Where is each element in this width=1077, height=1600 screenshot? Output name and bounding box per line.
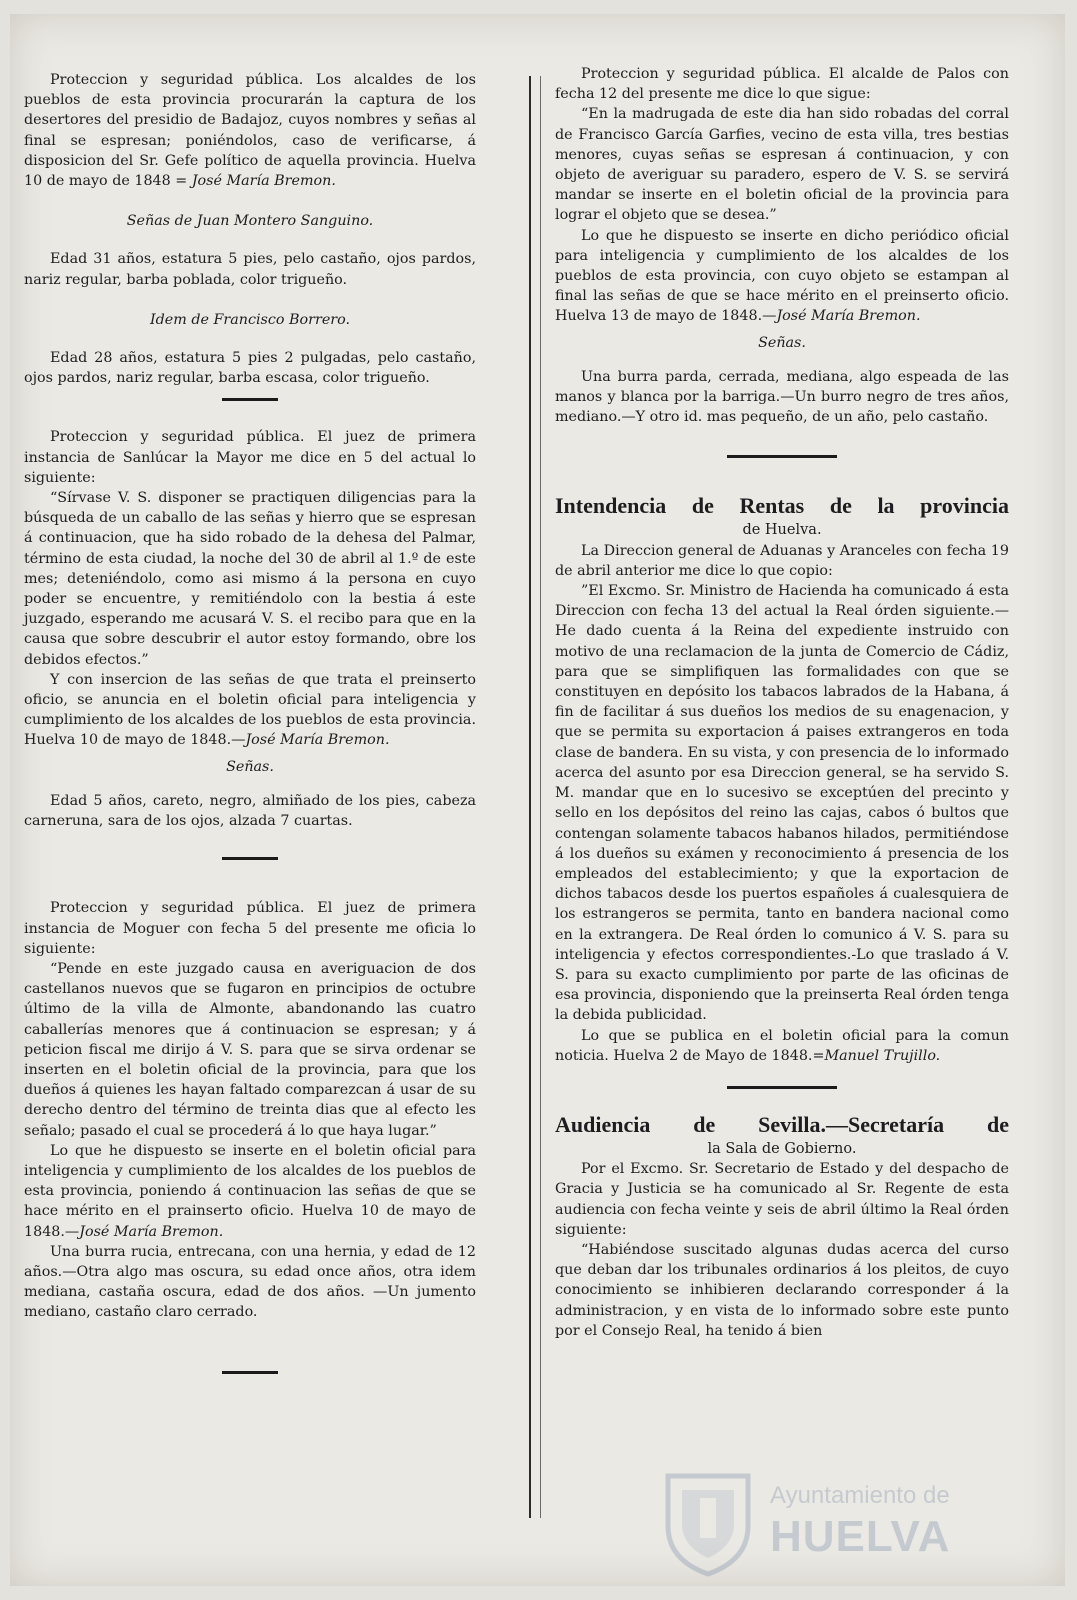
watermark-line1: Ayuntamiento de bbox=[770, 1482, 950, 1509]
right-column bbox=[555, 64, 1009, 1341]
separator-rule bbox=[727, 1086, 837, 1089]
section-title-audiencia: Audiencia de Sevilla.—Secretaría de bbox=[555, 1111, 1009, 1137]
notice-publicacion: Lo que se publica en el boletin oficial para la comun noticia. Huelva 2 de Mayo de 1848.=Manuel Trujillo. bbox=[555, 1027, 1009, 1064]
quote-palos: “En la madrugada de este dia han sido robadas del corral de Francisco García Garfies, vecino de esta villa, tres bestias menores, cuyas señas se espresan á continuacion, y con objeto de averiguar su paradero, espero de V. S. se servirá mandar se inserte en el boletin oficial de la provincia para lograr el objeto que se desea.” bbox=[555, 106, 1009, 224]
section-subtitle-intendencia: de Huelva. bbox=[742, 522, 822, 539]
heading-senas-caballo: Señas. bbox=[226, 758, 274, 775]
description-borrero: Edad 28 años, estatura 5 pies 2 pulgadas, pelo castaño, ojos pardos, nariz regular, barba escasa, color trigueño. bbox=[24, 350, 476, 387]
quote-sanlucar: “Sírvase V. S. disponer se practiquen diligencias para la búsqueda de un caballo de las señas y hierro que se espresan á continuacion, que ha sido robado de la dehesa del Palmar, término de esta ciudad, la noche del 30 de abril al 1.º de este mes; deteniéndolo, como asi mismo á la persona en cuyo poder se encuentre, y remitiéndolo con la bestia á este juzgado, esperando me acusará V. S. el recibo para que en la causa que sobre descubrir el autor estoy formando, obre los debidos efectos.” bbox=[24, 490, 476, 668]
quote-moguer: “Pende en este juzgado causa en averiguacion de dos castellanos nuevos que se fugaron en principios de octubre último de la villa de Almonte, abandonando las cuatro caballerías menores que á continuacion se espresan; y á peticion fiscal me dirijo á V. S. para que se sirva ordenar se inserten en el boletin oficial de la provincia, para que los dueños á quienes les hayan faltado comparezcan á usar de su derecho dentro del término de treinta dias que al efecto les señalo; pasado el cual se procederá á lo que haya lugar.” bbox=[24, 960, 476, 1139]
heading-senas-montero: Señas de Juan Montero Sanguino. bbox=[126, 213, 374, 230]
notice-sanlucar: Proteccion y seguridad pública. El juez de primera instancia de Sanlúcar la Mayor me dice en 5 del actual lo siguiente: bbox=[24, 429, 476, 486]
section-subtitle-audiencia: la Sala de Gobierno. bbox=[707, 1140, 857, 1157]
column-divider bbox=[529, 76, 531, 1518]
notice-aduanas: La Direccion general de Aduanas y Aranceles con fecha 19 de abril anterior me dice lo que copio: bbox=[555, 542, 1009, 579]
notice-gracia-justicia: Por el Excmo. Sr. Secretario de Estado y del despacho de Gracia y Justicia se ha comunicado al Sr. Regente de esta audiencia con fecha veinte y seis de abril último la Real órden siguiente: bbox=[555, 1161, 1009, 1238]
description-caballo: Edad 5 años, careto, negro, almiñado de los pies, cabeza carneruna, sara de los ojos, alzada 7 cuartas. bbox=[24, 792, 476, 830]
heading-borrero: Idem de Francisco Borrero. bbox=[149, 311, 351, 328]
separator-rule bbox=[222, 857, 278, 860]
notice-palos: Proteccion y seguridad pública. El alcalde de Palos con fecha 12 del presente me dice lo que sigue: bbox=[555, 66, 1009, 103]
notice-sanlucar-insertion: Y con insercion de las señas de que trata el preinserto oficio, se anuncia en el boletin oficial para inteligencia y cumplimiento de los alcaldes de los pueblos de esta provincia. Huelva 10 de mayo de 1848.—José María Bremon. bbox=[24, 671, 476, 749]
description-montero: Edad 31 años, estatura 5 pies, pelo castaño, ojos pardos, nariz regular, barba poblada, color trigueño. bbox=[24, 251, 476, 288]
separator-rule bbox=[727, 455, 837, 458]
notice-desertores: Proteccion y seguridad pública. Los alcaldes de los pueblos de esta provincia procurarán la captura de los desertores del presidio de Badajoz, cuyos nombres y señas al final se espresan; poniéndolos, caso de verificarse, á disposicion del Sr. Gefe político de aquella provincia. Huelva 10 de mayo de 1848 = José María Bremon. bbox=[24, 72, 476, 190]
watermark-line2: HUELVA bbox=[770, 1512, 951, 1561]
separator-rule bbox=[222, 398, 278, 401]
notice-moguer: Proteccion y seguridad pública. El juez de primera instancia de Moguer con fecha 5 del presente me oficia lo siguiente: bbox=[24, 900, 476, 957]
left-column bbox=[24, 70, 476, 1374]
notice-moguer-insertion: Lo que he dispuesto se inserte en el boletin oficial para inteligencia y cumplimiento de los alcaldes de los pueblos de esta provincia, poniendo á continuacion las señas de que se hace mérito en el prainserto oficio. Huelva 10 de mayo de 1848.—José María Bremon. bbox=[24, 1142, 476, 1240]
quote-real-orden-pleitos: “Habiéndose suscitado algunas dudas acerca del curso que deban dar los tribunales ordinarios á los pleitos, de cuyo conocimiento se inhibieren declarando corresponder á la administracion, y en vista de lo informado sobre este punto por el Consejo Real, ha tenido á bien bbox=[555, 1241, 1009, 1339]
heading-senas-burros: Señas. bbox=[758, 334, 806, 351]
description-burros: Una burra parda, cerrada, mediana, algo espeada de las manos y blanca por la barriga.—Un burro negro de tres años, mediano.—Y otro id. mas pequeño, de un año, pelo castaño. bbox=[555, 368, 1009, 426]
ayuntamiento-huelva-watermark bbox=[660, 1468, 990, 1578]
notice-palos-insertion: Lo que he dispuesto se inserte en dicho periódico oficial para inteligencia y cumplimiento de los alcaldes de los pueblos de esta provincia, con cuyo objeto se estampan al final las señas de que se hace mérito en el preinserto oficio. Huelva 13 de mayo de 1848.—José María Bremon. bbox=[555, 227, 1009, 325]
separator-rule bbox=[222, 1371, 278, 1374]
section-title-intendencia: Intendencia de Rentas de la provincia bbox=[555, 493, 1009, 519]
real-orden-tabacos: ”El Excmo. Sr. Ministro de Hacienda ha comunicado á esta Direccion con fecha 13 del actual la Real órden siguiente.—He dado cuenta á la Reina del expediente instruido con motivo de una reclamacion de la junta de Comercio de Cádiz, para que se simplifiquen las formalidades con que se constituyen en depósito los tabacos labrados de la Habana, á fin de facilitar á sus dueños los medios de su enagenacion, y que se permita su exportacion á paises extrangeros en toda clase de bandera. En su vista, y con presencia de lo informado acerca del asunto por esa Direccion general, se ha servido S. M. mandar que en lo sucesivo se exceptúen del precinto y sello en los depósitos del reino las cajas, cabos ó bultos que contengan solamente tabacos habanos hilados, permitiéndose á los dueños su exámen y reconocimiento á presencia de los empleados del establecimiento; y que la exportacion de dichos tabacos desde los puertos españoles á cualesquiera de los estrangeros se permita, tanto en bandera nacional como en la extrangera. De Real órden lo comunico á V. S. para su inteligencia y efectos correspondientes.-Lo que traslado á V. S. para su exacto cumplimiento por parte de las oficinas de esa provincia, disponiendo que la preinserta Real órden tenga la debida publicidad. bbox=[555, 583, 1009, 1024]
newspaper-page bbox=[10, 14, 1065, 1586]
coat-of-arms-icon bbox=[660, 1468, 756, 1578]
column-divider-thin bbox=[540, 76, 541, 1518]
description-caballerias: Una burra rucia, entrecana, con una hernia, y edad de 12 años.—Otra algo mas oscura, su edad once años, otra idem mediana, castaña oscura, edad de dos años. —Un jumento mediano, castaño claro cerrado. bbox=[24, 1243, 476, 1321]
